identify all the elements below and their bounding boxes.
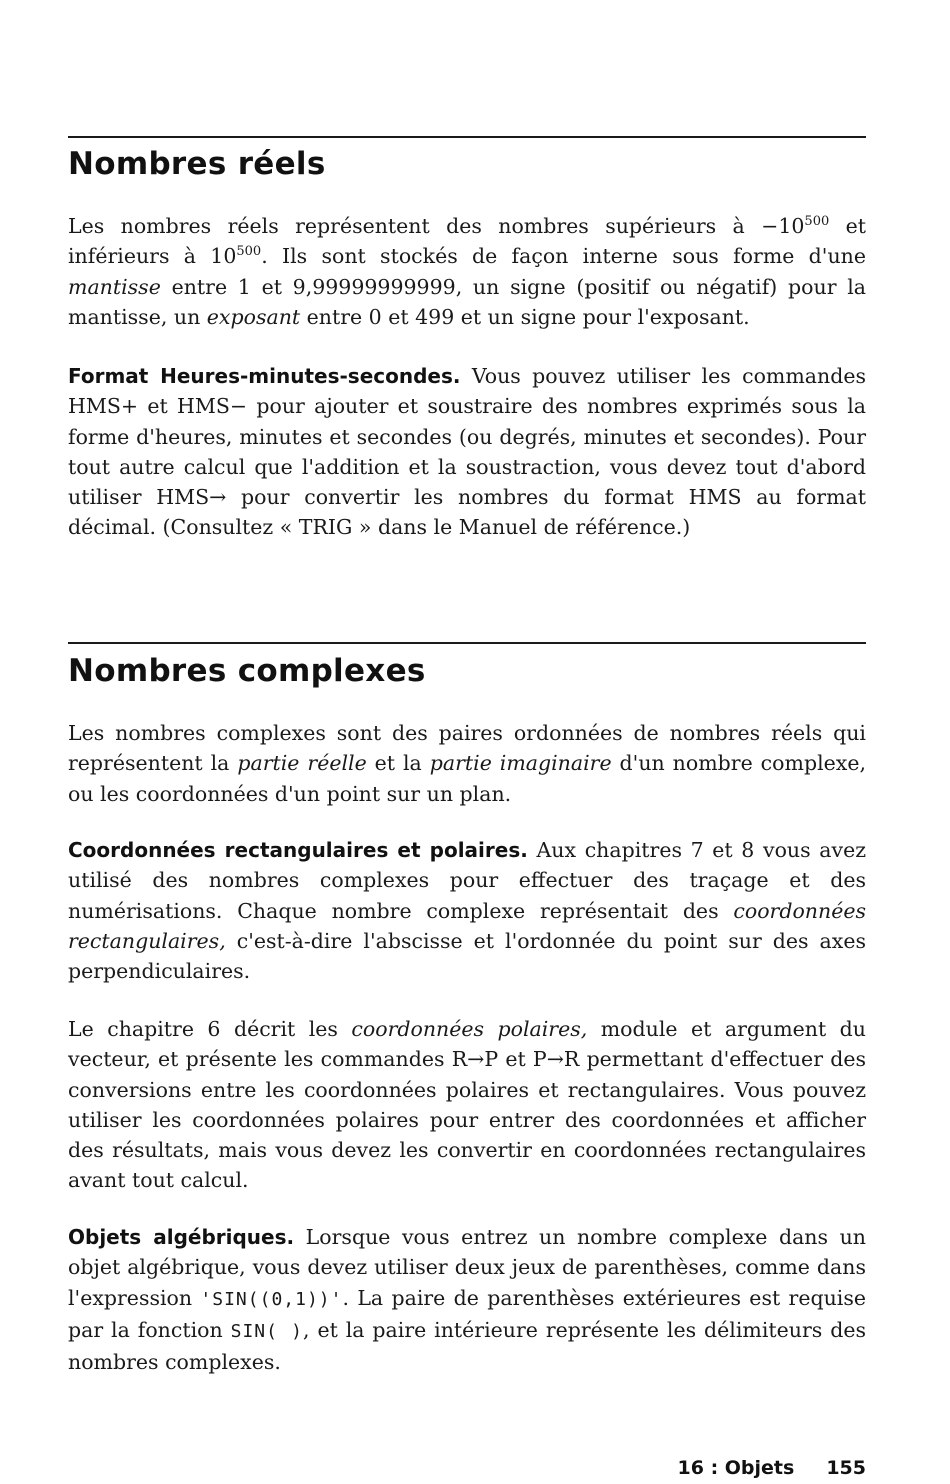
paragraph-rect-polar <box>68 835 866 986</box>
text-run: . La paire de parenthèses extérieures est requise par la fonction <box>68 1285 866 1342</box>
text-run: c'est-à-dire l'abscisse et l'ordonnée du point sur des axes perpendiculaires. <box>68 928 866 984</box>
page-footer <box>600 1457 866 1479</box>
text-run: et la <box>366 751 430 776</box>
paragraph-lead-heading: Coordonnées rectangulaires et polaires. <box>68 838 528 862</box>
italic-term: coordonnées polaires, <box>351 1017 588 1041</box>
paragraph-hms-format <box>68 361 866 543</box>
text-run: et inférieurs à 10 <box>68 214 866 269</box>
paragraph-complex-numbers <box>68 718 866 809</box>
text-run: Vous pouvez utiliser les commandes HMS+ et HMS− pour ajouter et soustraire des nombres exprimés sous la forme d'heures, minutes et secondes (ou degrés, minutes et secondes). Pour tout autre calcul que l'addition et la soustraction, vous devez tout d'abord utiliser HMS→ pour convertir les nombres du format HMS au format décimal. (Consultez « TRIG » dans le Manuel de référence.) <box>68 364 866 540</box>
text-run: d'un nombre complexe, ou les coordonnées d'un point sur un plan. <box>68 751 866 806</box>
italic-term: partie imaginaire <box>429 751 612 776</box>
text-run: . Ils sont stockés de façon interne sous forme d'une <box>261 244 866 269</box>
paragraph-polar-coordinates <box>68 1014 866 1196</box>
text-run: Le chapitre 6 décrit les <box>68 1017 352 1041</box>
code-function: SIN( ) <box>230 1320 304 1342</box>
paragraph-algebraic-objects <box>68 1222 866 1377</box>
section-title-nombres-reels: Nombres réels <box>68 146 326 182</box>
text-run: module et argument du vecteur, et présente les commandes R→P et P→R permettant d'effectuer des conversions entre les coordonnées polaires et rectangulaires. Vous pouvez utiliser les coordonnées polaires pour entrer des coordonnées et afficher des résultats, mais vous devez les convertir en coordonnées rectangulaires avant tout calcul. <box>68 1017 866 1193</box>
text-run: , et la paire intérieure représente les délimiteurs des nombres complexes. <box>68 1317 866 1375</box>
paragraph-lead-heading: Format Heures-minutes-secondes. <box>68 364 461 388</box>
italic-term-mantisse: mantisse <box>68 274 161 299</box>
text-run: entre 0 et 499 et un signe pour l'exposant. <box>300 304 750 329</box>
superscript-exponent: 500 <box>236 244 262 260</box>
italic-term: partie réelle <box>237 751 367 776</box>
text-run: Les nombres réels représentent des nombres supérieurs à −10 <box>68 214 805 238</box>
superscript-exponent: 500 <box>804 214 830 229</box>
paragraph-lead-heading: Objets algébriques. <box>68 1225 295 1249</box>
text-run: Lorsque vous entrez un nombre complexe dans un objet algébrique, vous devez utiliser deux jeux de parenthèses, comme dans l'expression <box>68 1225 866 1310</box>
code-expression: 'SIN((0,1))' <box>200 1288 343 1310</box>
text-run: Les nombres complexes sont des paires ordonnées de nombres réels qui représentent la <box>68 721 866 776</box>
section-divider <box>68 642 866 644</box>
italic-term-exposant: exposant <box>206 304 301 329</box>
page-number: 155 <box>826 1457 866 1479</box>
paragraph-real-numbers <box>68 211 866 332</box>
section-title-nombres-complexes: Nombres complexes <box>68 653 426 689</box>
text-run: Aux chapitres 7 et 8 vous avez utilisé des nombres complexes pour effectuer des traçage et des numérisations. Chaque nombre complexe représentait des <box>68 838 867 923</box>
text-run: entre 1 et 9,99999999999, un signe (positif ou négatif) pour la mantisse, un <box>68 274 866 329</box>
section-divider <box>68 136 866 138</box>
italic-term: coordonnées rectangulaires, <box>68 898 866 953</box>
footer-chapter-label: 16 : Objets <box>677 1457 795 1479</box>
